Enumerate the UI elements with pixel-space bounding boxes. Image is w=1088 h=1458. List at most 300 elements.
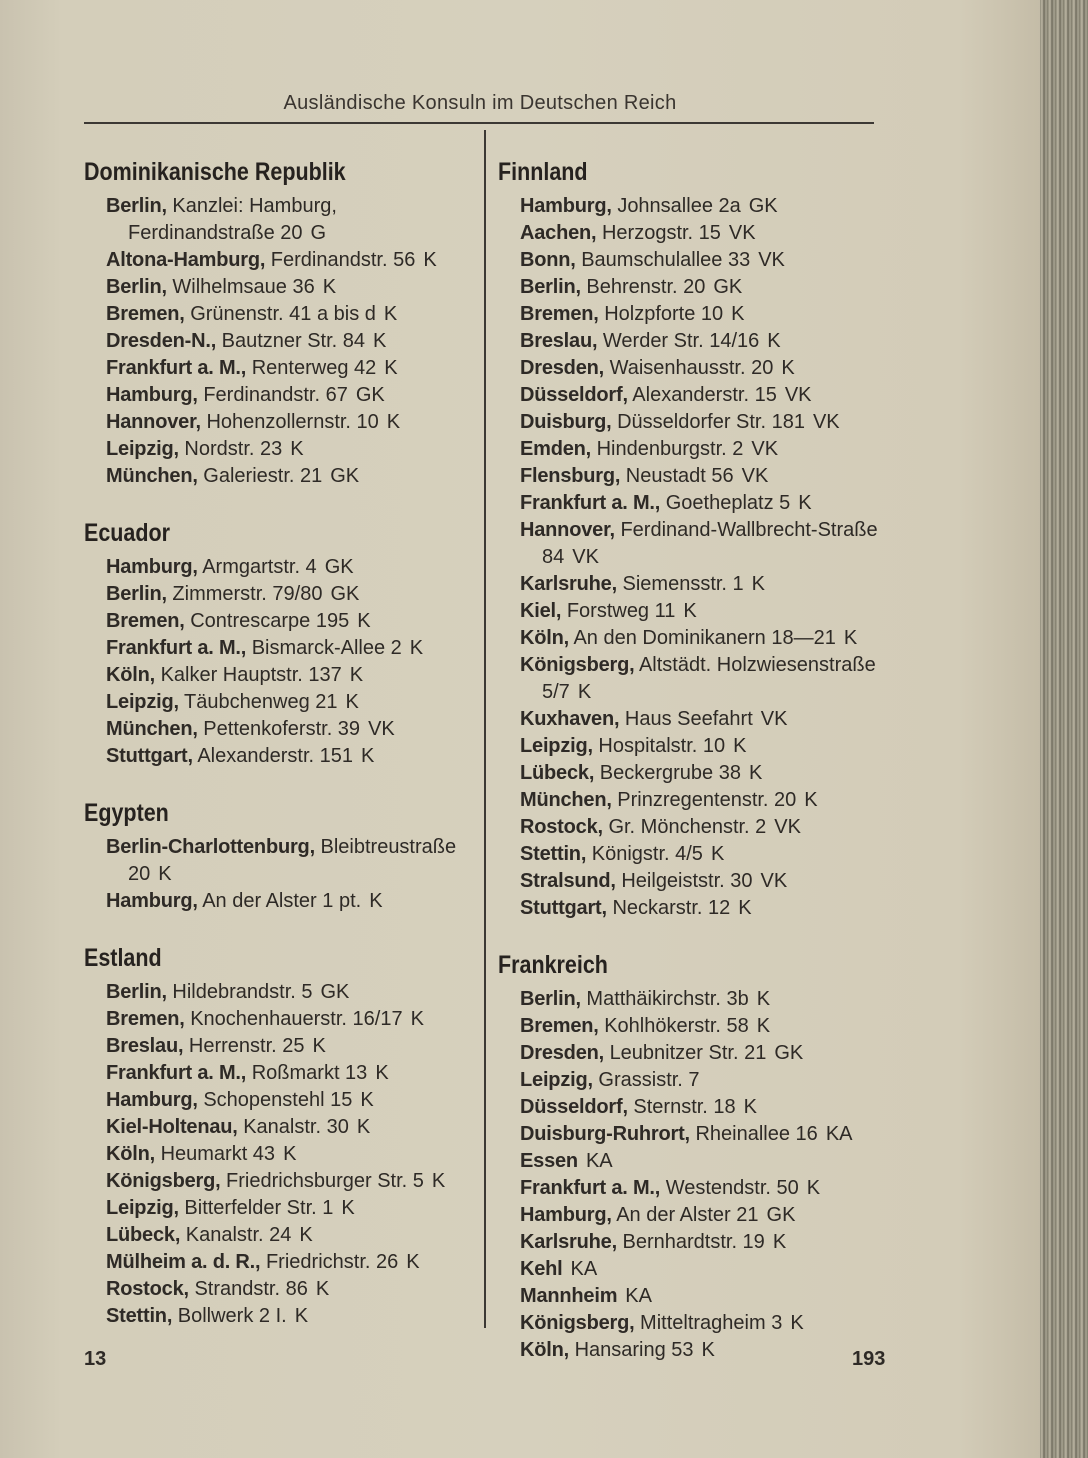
- consulate-entry: [498, 1310, 893, 1337]
- consul-rank: VK: [368, 718, 395, 740]
- city-name: Emden,: [520, 438, 592, 460]
- address: Heilgeiststr. 30: [621, 870, 753, 892]
- country-section: [84, 155, 479, 490]
- address: Friedrichstr. 26: [265, 1251, 399, 1273]
- address: Grünenstr. 41 a bis d: [190, 303, 376, 325]
- city-name: Frankfurt a. M.,: [106, 357, 247, 379]
- consul-rank: K: [369, 890, 383, 912]
- city-name: Düsseldorf,: [520, 384, 628, 406]
- city-name: Berlin,: [520, 276, 581, 298]
- country-heading: Finnland: [498, 158, 588, 186]
- consulate-entry: [498, 760, 893, 787]
- address: Alexanderstr. 15: [632, 384, 777, 406]
- consul-rank: GK: [355, 384, 385, 406]
- city-name: Düsseldorf,: [520, 1096, 628, 1118]
- city-name: Kehl: [520, 1258, 563, 1280]
- city-name: Berlin-Charlottenburg,: [106, 836, 315, 858]
- consul-rank: K: [743, 1096, 758, 1118]
- consulate-entry: [84, 409, 479, 436]
- city-name: Dresden-N.,: [106, 330, 217, 352]
- address: Kanalstr. 24: [185, 1224, 292, 1246]
- consulate-entry: [84, 1060, 479, 1087]
- address: Beckergrube 38: [599, 762, 741, 784]
- consulate-entry: [84, 743, 479, 770]
- consulate-entry: [84, 1033, 479, 1060]
- address: Herzogstr. 15: [601, 222, 721, 244]
- city-name: Köln,: [520, 1339, 569, 1361]
- consulate-entry: [498, 787, 893, 814]
- city-name: Köln,: [520, 627, 569, 649]
- consul-rank: K: [360, 1089, 374, 1111]
- address: Mitteltragheim 3: [640, 1312, 783, 1334]
- running-head: Ausländische Konsuln im Deutschen Reich: [283, 92, 677, 114]
- consulate-entry: [498, 868, 893, 895]
- country-section: [84, 516, 479, 770]
- consul-rank: K: [361, 745, 375, 767]
- consulate-entry: [84, 1249, 479, 1276]
- consul-rank: VK: [812, 411, 840, 433]
- consul-rank: K: [577, 681, 592, 703]
- page-number: 193: [852, 1348, 886, 1370]
- consulate-entry: [84, 463, 479, 490]
- consulate-entry: [498, 733, 893, 760]
- consul-rank: K: [767, 330, 781, 352]
- consul-rank: K: [158, 863, 172, 885]
- country-section: [84, 941, 479, 1330]
- city-name: Altona-Hamburg,: [106, 249, 266, 271]
- consul-rank: K: [798, 492, 812, 514]
- consulate-list: [84, 554, 479, 770]
- address: Leubnitzer Str. 21: [609, 1042, 767, 1064]
- country-heading: Estland: [84, 944, 162, 972]
- consulate-entry: [84, 716, 479, 743]
- city-name: Berlin,: [106, 583, 167, 605]
- consulate-entry: [84, 581, 479, 608]
- consul-rank: K: [423, 249, 437, 271]
- country-heading: Egypten: [84, 799, 169, 827]
- city-name: Hamburg,: [520, 1204, 612, 1226]
- consul-rank: K: [431, 1170, 446, 1192]
- book-spine-edge: [1040, 0, 1088, 1458]
- address: Ferdinandstr. 67: [203, 384, 348, 406]
- consulate-list: [498, 193, 893, 922]
- address: Holzpforte 10: [604, 303, 724, 325]
- address: Heumarkt 43: [160, 1143, 276, 1165]
- city-name: Leipzig,: [106, 1197, 179, 1219]
- city-name: Stuttgart,: [520, 897, 607, 919]
- consulate-entry: [498, 652, 893, 706]
- address: Neckarstr. 12: [612, 897, 731, 919]
- address: Waisenhausstr. 20: [609, 357, 774, 379]
- consul-rank: K: [341, 1197, 355, 1219]
- address: Alexanderstr. 151: [197, 745, 353, 767]
- address: Hindenburgstr. 2: [596, 438, 744, 460]
- consulate-entry: [498, 1067, 893, 1094]
- consulate-entry: [84, 193, 479, 247]
- address: An der Alster 21: [616, 1204, 759, 1226]
- address: Sternstr. 18: [633, 1096, 736, 1118]
- consul-rank: K: [383, 303, 398, 325]
- address: Kanalstr. 30: [243, 1116, 349, 1138]
- address: Bautzner Str. 84: [221, 330, 366, 352]
- country-heading: Dominikanische Republik: [84, 158, 346, 186]
- address: Bismarck-Allee 2: [251, 637, 402, 659]
- city-name: Berlin,: [106, 195, 167, 217]
- address: Goetheplatz 5: [665, 492, 791, 514]
- city-name: Bremen,: [520, 1015, 599, 1037]
- address: Renterweg 42: [251, 357, 377, 379]
- consulate-entry: [498, 274, 893, 301]
- consul-rank: K: [738, 897, 752, 919]
- consul-rank: VK: [784, 384, 812, 406]
- consulate-entry: [498, 571, 893, 598]
- city-name: Dresden,: [520, 1042, 604, 1064]
- consulate-entry: [84, 608, 479, 635]
- consul-rank: KA: [585, 1150, 613, 1172]
- consulate-entry: [498, 1202, 893, 1229]
- city-name: Kiel-Holtenau,: [106, 1116, 238, 1138]
- consul-rank: K: [290, 438, 304, 460]
- address: Kohlhökerstr. 58: [604, 1015, 749, 1037]
- consulate-entry: [498, 598, 893, 625]
- consulate-entry: [498, 463, 893, 490]
- address: Armgartstr. 4: [202, 556, 317, 578]
- consulate-entry: [84, 1114, 479, 1141]
- address: Pettenkoferstr. 39: [203, 718, 361, 740]
- consul-rank: K: [315, 1278, 330, 1300]
- consul-rank: K: [357, 610, 371, 632]
- consul-rank: K: [294, 1305, 309, 1327]
- city-name: Bonn,: [520, 249, 576, 271]
- consulate-entry: [84, 301, 479, 328]
- consul-rank: K: [409, 637, 424, 659]
- city-name: Lübeck,: [520, 762, 595, 784]
- city-name: Bremen,: [106, 1008, 185, 1030]
- consulate-entry: [498, 1175, 893, 1202]
- address: Johnsallee 2a: [617, 195, 741, 217]
- country-heading: Ecuador: [84, 519, 171, 547]
- city-name: Mülheim a. d. R.,: [106, 1251, 261, 1273]
- consulate-entry: [498, 625, 893, 652]
- header-rule: [84, 122, 874, 124]
- city-name: Lübeck,: [106, 1224, 181, 1246]
- city-name: Rostock,: [520, 816, 603, 838]
- country-heading: Frankreich: [498, 951, 608, 979]
- address: Königstr. 4/5: [591, 843, 703, 865]
- consul-rank: K: [312, 1035, 326, 1057]
- right-column: [498, 155, 893, 1390]
- country-section: [498, 948, 893, 1364]
- consulate-entry: [84, 247, 479, 274]
- consul-rank: K: [710, 843, 725, 865]
- consul-rank: VK: [760, 870, 788, 892]
- consulate-entry: [84, 1087, 479, 1114]
- address: Bollwerk 2 I.: [177, 1305, 287, 1327]
- consul-rank: K: [373, 330, 387, 352]
- consul-rank: VK: [758, 249, 785, 271]
- consulate-entry: [84, 328, 479, 355]
- address: Altstädt. Holzwiesenstraße 5/7: [542, 654, 876, 703]
- consulate-entry: [498, 1040, 893, 1067]
- address: Galeriestr. 21: [203, 465, 323, 487]
- city-name: München,: [520, 789, 612, 811]
- consul-rank: K: [806, 1177, 821, 1199]
- address: Prinzregentenstr. 20: [617, 789, 797, 811]
- consulate-entry: [84, 1141, 479, 1168]
- address: Ferdinand-Wallbrecht-Straße 84: [542, 519, 878, 568]
- city-name: Bremen,: [106, 610, 185, 632]
- address: Herrenstr. 25: [188, 1035, 305, 1057]
- city-name: Duisburg,: [520, 411, 612, 433]
- consulate-entry: [498, 382, 893, 409]
- city-name: Hamburg,: [106, 890, 198, 912]
- consulate-entry: [84, 1195, 479, 1222]
- consul-rank: K: [756, 988, 771, 1010]
- consulate-entry: [84, 274, 479, 301]
- consul-rank: K: [701, 1339, 715, 1361]
- consul-rank: GK: [324, 556, 354, 578]
- address: Hildebrandstr. 5: [172, 981, 313, 1003]
- consulate-entry: [498, 1013, 893, 1040]
- consul-rank: K: [731, 303, 745, 325]
- address: Forstweg 11: [566, 600, 676, 622]
- city-name: Karlsruhe,: [520, 573, 617, 595]
- consul-rank: VK: [760, 708, 788, 730]
- address: Siemensstr. 1: [622, 573, 744, 595]
- consulate-entry: [84, 979, 479, 1006]
- city-name: Köln,: [106, 664, 155, 686]
- city-name: Stettin,: [106, 1305, 173, 1327]
- address: Contrescarpe 195: [190, 610, 350, 632]
- country-section: [84, 796, 479, 915]
- address: Kalker Hauptstr. 137: [160, 664, 342, 686]
- consul-rank: K: [386, 411, 401, 433]
- consul-rank: K: [384, 357, 398, 379]
- consulate-entry: [498, 436, 893, 463]
- consulate-entry: [498, 193, 893, 220]
- address: Schopenstehl 15: [203, 1089, 353, 1111]
- city-name: Kuxhaven,: [520, 708, 620, 730]
- city-name: Breslau,: [520, 330, 598, 352]
- consul-rank: GK: [774, 1042, 804, 1064]
- city-name: Königsberg,: [106, 1170, 221, 1192]
- consulate-entry: [84, 382, 479, 409]
- consulate-entry: [84, 888, 479, 915]
- city-name: München,: [106, 718, 198, 740]
- city-name: Stuttgart,: [106, 745, 193, 767]
- city-name: Hannover,: [106, 411, 201, 433]
- consul-rank: K: [299, 1224, 313, 1246]
- address: Haus Seefahrt: [624, 708, 753, 730]
- consulate-entry: [84, 662, 479, 689]
- consul-rank: K: [751, 573, 766, 595]
- consulate-entry: [498, 814, 893, 841]
- consul-rank: K: [733, 735, 747, 757]
- consulate-entry: [84, 1006, 479, 1033]
- consulate-entry: [498, 1121, 893, 1148]
- city-name: Bremen,: [520, 303, 599, 325]
- address: Hohenzollernstr. 10: [206, 411, 379, 433]
- consulate-list: [84, 979, 479, 1330]
- consulate-entry: [84, 1276, 479, 1303]
- address: Düsseldorfer Str. 181: [617, 411, 805, 433]
- address: Bitterfelder Str. 1: [184, 1197, 334, 1219]
- consul-rank: K: [322, 276, 337, 298]
- signature-number: 13: [84, 1348, 107, 1370]
- consulate-entry: [84, 436, 479, 463]
- address: Behrenstr. 20: [586, 276, 706, 298]
- consulate-entry: [498, 1283, 893, 1310]
- city-name: Berlin,: [106, 276, 167, 298]
- address: Bernhardtstr. 19: [622, 1231, 765, 1253]
- city-name: Frankfurt a. M.,: [106, 637, 247, 659]
- consulate-entry: [498, 301, 893, 328]
- address: Strandstr. 86: [194, 1278, 308, 1300]
- city-name: Hamburg,: [106, 384, 198, 406]
- consul-rank: K: [283, 1143, 297, 1165]
- consulate-entry: [498, 1256, 893, 1283]
- consul-rank: K: [345, 691, 359, 713]
- city-name: Königsberg,: [520, 654, 635, 676]
- consul-rank: K: [356, 1116, 371, 1138]
- address: Rheinallee 16: [695, 1123, 818, 1145]
- column-divider: [484, 130, 486, 1328]
- consul-rank: K: [748, 762, 763, 784]
- consul-rank: K: [756, 1015, 771, 1037]
- city-name: Flensburg,: [520, 465, 621, 487]
- consulate-entry: [498, 1148, 893, 1175]
- address: Gr. Mönchenstr. 2: [608, 816, 767, 838]
- consul-rank: K: [772, 1231, 787, 1253]
- consulate-entry: [498, 1337, 893, 1364]
- consul-rank: VK: [751, 438, 779, 460]
- address: Täubchenweg 21: [184, 691, 338, 713]
- city-name: Mannheim: [520, 1285, 618, 1307]
- city-name: Frankfurt a. M.,: [520, 1177, 661, 1199]
- consulate-entry: [498, 1094, 893, 1121]
- address: Wilhelmsaue 36: [172, 276, 315, 298]
- city-name: Köln,: [106, 1143, 155, 1165]
- consul-rank: KA: [625, 1285, 652, 1307]
- consulate-entry: [84, 1303, 479, 1330]
- consul-rank: KA: [825, 1123, 853, 1145]
- city-name: Berlin,: [520, 988, 581, 1010]
- consul-rank: VK: [741, 465, 769, 487]
- consulate-entry: [84, 635, 479, 662]
- consul-rank: GK: [713, 276, 743, 298]
- city-name: Dresden,: [520, 357, 604, 379]
- address: Hospitalstr. 10: [598, 735, 726, 757]
- consulate-entry: [498, 841, 893, 868]
- city-name: Leipzig,: [520, 1069, 593, 1091]
- consulate-entry: [498, 247, 893, 274]
- address: Knochenhauerstr. 16/17: [190, 1008, 403, 1030]
- address: Werder Str. 14/16: [602, 330, 760, 352]
- address: Zimmerstr. 79/80: [172, 583, 323, 605]
- consul-rank: VK: [774, 816, 801, 838]
- city-name: Hannover,: [520, 519, 615, 541]
- consulate-entry: [498, 895, 893, 922]
- consul-rank: K: [349, 664, 364, 686]
- consulate-entry: [84, 1168, 479, 1195]
- consul-rank: K: [683, 600, 697, 622]
- address: An der Alster 1 pt.: [202, 890, 362, 912]
- city-name: Leipzig,: [520, 735, 593, 757]
- consul-rank: G: [310, 222, 327, 244]
- city-name: Essen: [520, 1150, 578, 1172]
- consulate-entry: [498, 517, 893, 571]
- consul-rank: K: [406, 1251, 420, 1273]
- city-name: Rostock,: [106, 1278, 189, 1300]
- consul-rank: GK: [330, 465, 360, 487]
- city-name: Königsberg,: [520, 1312, 635, 1334]
- address: An den Dominikanern 18—21: [573, 627, 836, 649]
- consul-rank: K: [410, 1008, 424, 1030]
- address: Bleibtreustraße 20: [128, 836, 457, 885]
- consulate-entry: [84, 554, 479, 581]
- consulate-entry: [84, 1222, 479, 1249]
- consulate-entry: [84, 355, 479, 382]
- consulate-entry: [84, 689, 479, 716]
- consulate-entry: [498, 490, 893, 517]
- consul-rank: GK: [330, 583, 360, 605]
- consulate-entry: [498, 1229, 893, 1256]
- city-name: Aachen,: [520, 222, 597, 244]
- consul-rank: K: [375, 1062, 389, 1084]
- consul-rank: KA: [570, 1258, 598, 1280]
- address: Hansaring 53: [574, 1339, 694, 1361]
- city-name: Hamburg,: [520, 195, 612, 217]
- city-name: Frankfurt a. M.,: [106, 1062, 247, 1084]
- address: Grassistr. 7: [598, 1069, 700, 1091]
- address: Friedrichsburger Str. 5: [226, 1170, 424, 1192]
- consul-rank: K: [790, 1312, 804, 1334]
- address: Nordstr. 23: [184, 438, 283, 460]
- country-section: [498, 155, 893, 922]
- consulate-entry: [498, 986, 893, 1013]
- city-name: Kiel,: [520, 600, 562, 622]
- consul-rank: K: [843, 627, 858, 649]
- city-name: Hamburg,: [106, 556, 198, 578]
- city-name: Leipzig,: [106, 691, 179, 713]
- address: Baumschulallee 33: [581, 249, 751, 271]
- consul-rank: GK: [748, 195, 778, 217]
- address: Matthäikirchstr. 3b: [586, 988, 749, 1010]
- city-name: Karlsruhe,: [520, 1231, 617, 1253]
- consulate-entry: [498, 355, 893, 382]
- address: Westendstr. 50: [665, 1177, 799, 1199]
- consul-rank: GK: [320, 981, 350, 1003]
- address: Ferdinandstr. 56: [270, 249, 416, 271]
- city-name: München,: [106, 465, 198, 487]
- city-name: Frankfurt a. M.,: [520, 492, 661, 514]
- address: Roßmarkt 13: [251, 1062, 368, 1084]
- consul-rank: VK: [572, 546, 599, 568]
- city-name: Duisburg-Ruhrort,: [520, 1123, 690, 1145]
- consulate-entry: [84, 834, 479, 888]
- city-name: Berlin,: [106, 981, 167, 1003]
- consulate-entry: [498, 706, 893, 733]
- consul-rank: K: [804, 789, 818, 811]
- city-name: Leipzig,: [106, 438, 179, 460]
- consulate-list: [498, 986, 893, 1364]
- city-name: Stralsund,: [520, 870, 616, 892]
- consul-rank: VK: [728, 222, 756, 244]
- consulate-entry: [498, 409, 893, 436]
- city-name: Stettin,: [520, 843, 587, 865]
- address: Neustadt 56: [625, 465, 734, 487]
- consul-rank: K: [781, 357, 795, 379]
